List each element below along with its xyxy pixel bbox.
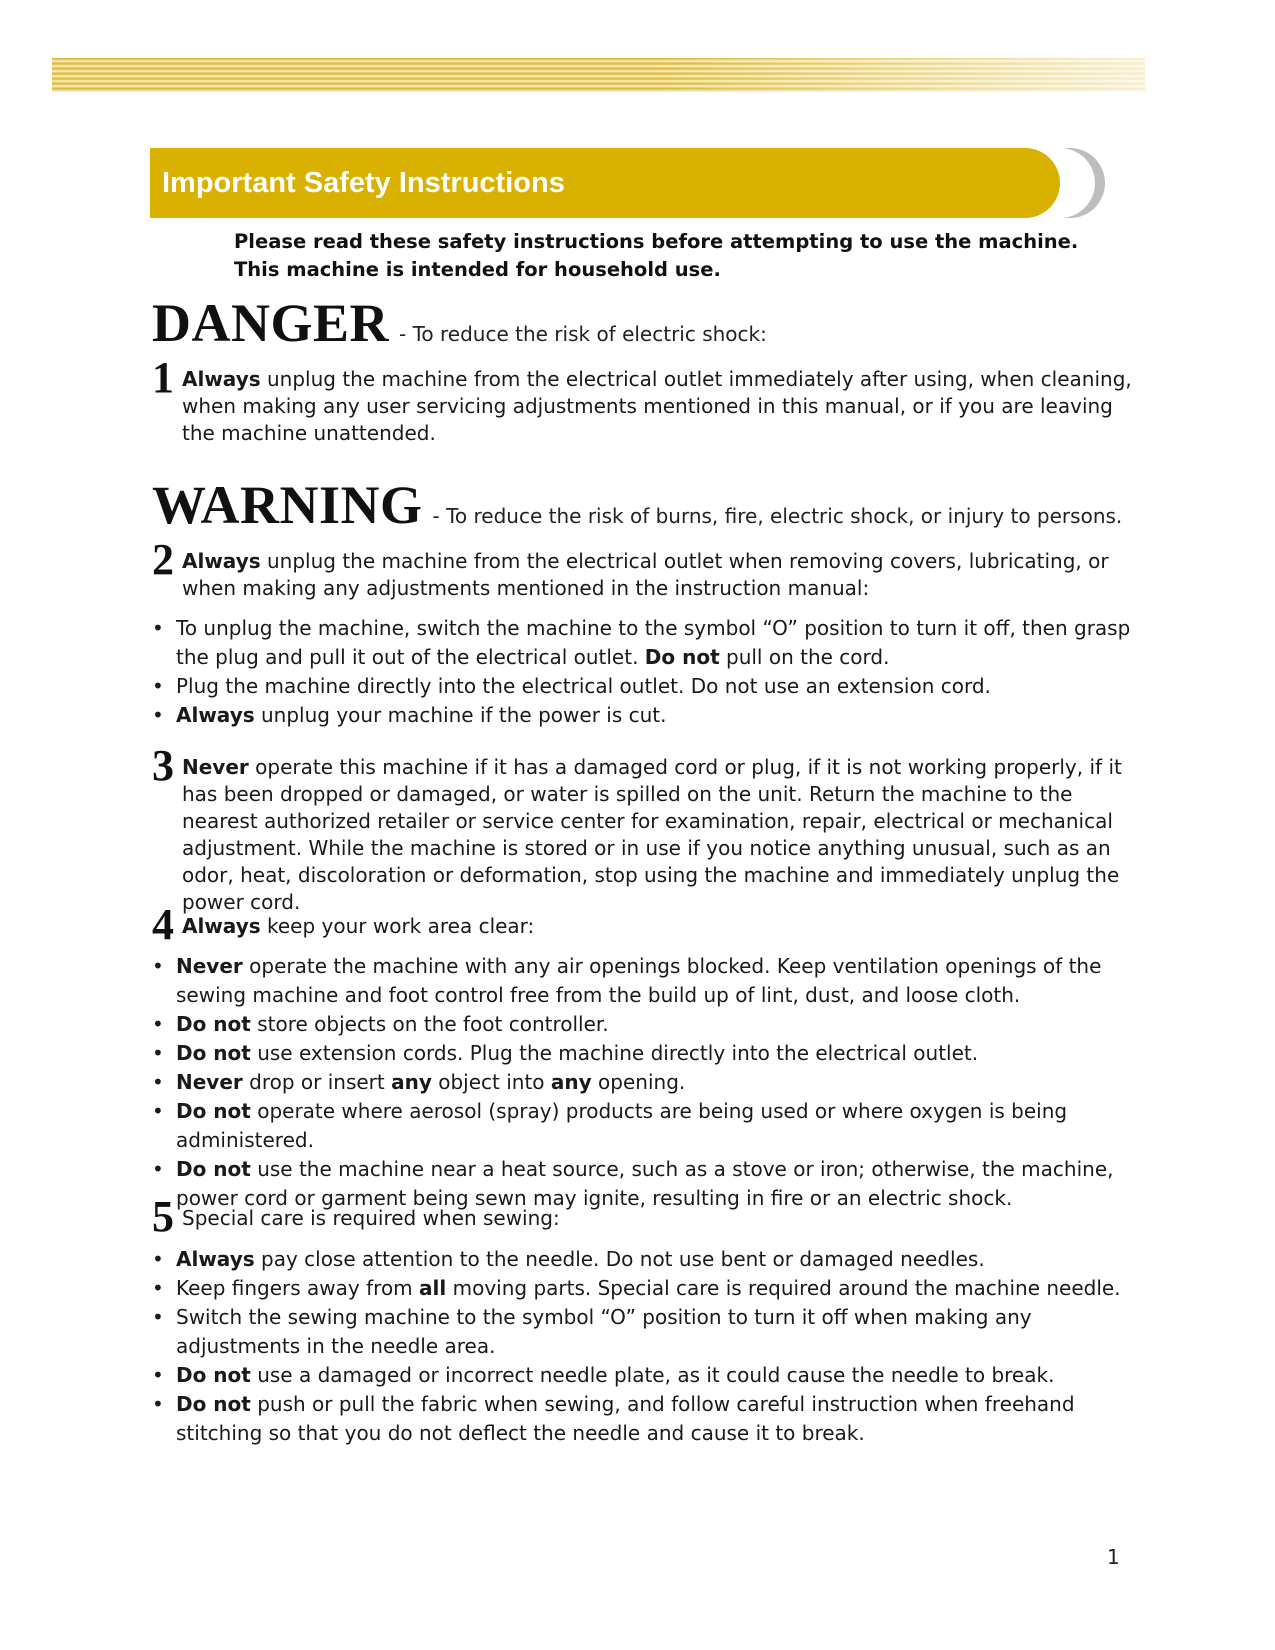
item-number: 5 <box>152 1192 174 1241</box>
safety-item-5 <box>152 1192 1152 1241</box>
item-text: Special care is required when sewing: <box>182 1206 560 1230</box>
intro-line-2: This machine is intended for household use. <box>234 258 721 281</box>
item-lead: Always <box>182 367 261 391</box>
list-item: • Do not push or pull the fabric when sewing, and follow careful instruction when freehand stitching so that you do not deflect the needle and cause it to break. <box>152 1390 1137 1448</box>
list-item: • Switch the sewing machine to the symbol “O” position to turn it off when making any adjustments in the needle area. <box>152 1303 1137 1361</box>
warning-word: WARNING <box>152 475 423 535</box>
safety-item-3 <box>152 741 1152 916</box>
safety-item-4 <box>152 900 1152 949</box>
list-item: • Never drop or insert any object into any opening. <box>152 1068 1137 1097</box>
banner-chevron-icon <box>1056 148 1106 218</box>
safety-item-2 <box>152 535 1152 602</box>
item-lead: Always <box>182 549 261 573</box>
page-title: Important Safety Instructions <box>162 166 565 199</box>
list-item: • Do not use extension cords. Plug the machine directly into the electrical outlet. <box>152 1039 1137 1068</box>
section-banner <box>150 148 1060 218</box>
page-number: 1 <box>1107 1545 1120 1569</box>
safety-item-1 <box>152 353 1152 447</box>
item-number: 4 <box>152 900 174 949</box>
item-text: unplug the machine from the electrical outlet when removing covers, lubricating, or when making any adjustments mentioned in the instruction manual: <box>182 549 1109 600</box>
list-item: • Always unplug your machine if the power is cut. <box>152 701 1137 730</box>
list-item: • Always pay close attention to the needle. Do not use bent or damaged needles. <box>152 1245 1137 1274</box>
list-item: • Plug the machine directly into the electrical outlet. Do not use an extension cord. <box>152 672 1137 701</box>
list-item: • Do not use a damaged or incorrect needle plate, as it could cause the needle to break. <box>152 1361 1137 1390</box>
danger-subtitle: - To reduce the risk of electric shock: <box>399 322 767 346</box>
danger-word: DANGER <box>152 293 390 353</box>
item-4-bullets <box>152 952 1137 1213</box>
list-item: • Do not use the machine near a heat source, such as a stove or iron; otherwise, the machine, power cord or garment being sewn may ignite, resulting in fire or an electric shock. <box>152 1155 1137 1213</box>
intro-text <box>234 228 1078 284</box>
item-lead: Never <box>182 755 249 779</box>
item-number: 1 <box>152 353 174 402</box>
item-number: 3 <box>152 741 174 790</box>
list-item: • Do not operate where aerosol (spray) products are being used or where oxygen is being administered. <box>152 1097 1137 1155</box>
item-text: keep your work area clear: <box>260 914 535 938</box>
item-5-bullets <box>152 1245 1137 1448</box>
list-item: • Do not store objects on the foot controller. <box>152 1010 1137 1039</box>
item-2-bullets <box>152 614 1137 730</box>
list-item: • Never operate the machine with any air openings blocked. Keep ventilation openings of the sewing machine and foot control free from the build up of lint, dust, and loose cloth. <box>152 952 1137 1010</box>
list-item: • To unplug the machine, switch the machine to the symbol “O” position to turn it off, then grasp the plug and pull it out of the electrical outlet. Do not pull on the cord. <box>152 614 1137 672</box>
header-stripes <box>52 58 1145 92</box>
list-item: • Keep fingers away from all moving parts. Special care is required around the machine needle. <box>152 1274 1137 1303</box>
item-lead: Always <box>182 914 261 938</box>
item-text: unplug the machine from the electrical outlet immediately after using, when cleaning, when making any user servicing adjustments mentioned in this manual, or if you are leaving the machine unattended. <box>182 367 1132 445</box>
danger-heading <box>152 292 767 354</box>
warning-subtitle: - To reduce the risk of burns, fire, electric shock, or injury to persons. <box>432 504 1123 528</box>
warning-heading <box>152 474 1122 536</box>
item-text: operate this machine if it has a damaged cord or plug, if it is not working properly, if it has been dropped or damaged, or water is spilled on the unit. Return the machine to the nearest authorized retailer or service center for examination, repair, electrical or mechanical adjustment. While the machine is stored or in use if you notice anything unusual, such as an odor, heat, discoloration or deformation, stop using the machine and immediately unplug the power cord. <box>182 755 1122 914</box>
intro-line-1: Please read these safety instructions before attempting to use the machine. <box>234 230 1079 253</box>
item-number: 2 <box>152 535 174 584</box>
